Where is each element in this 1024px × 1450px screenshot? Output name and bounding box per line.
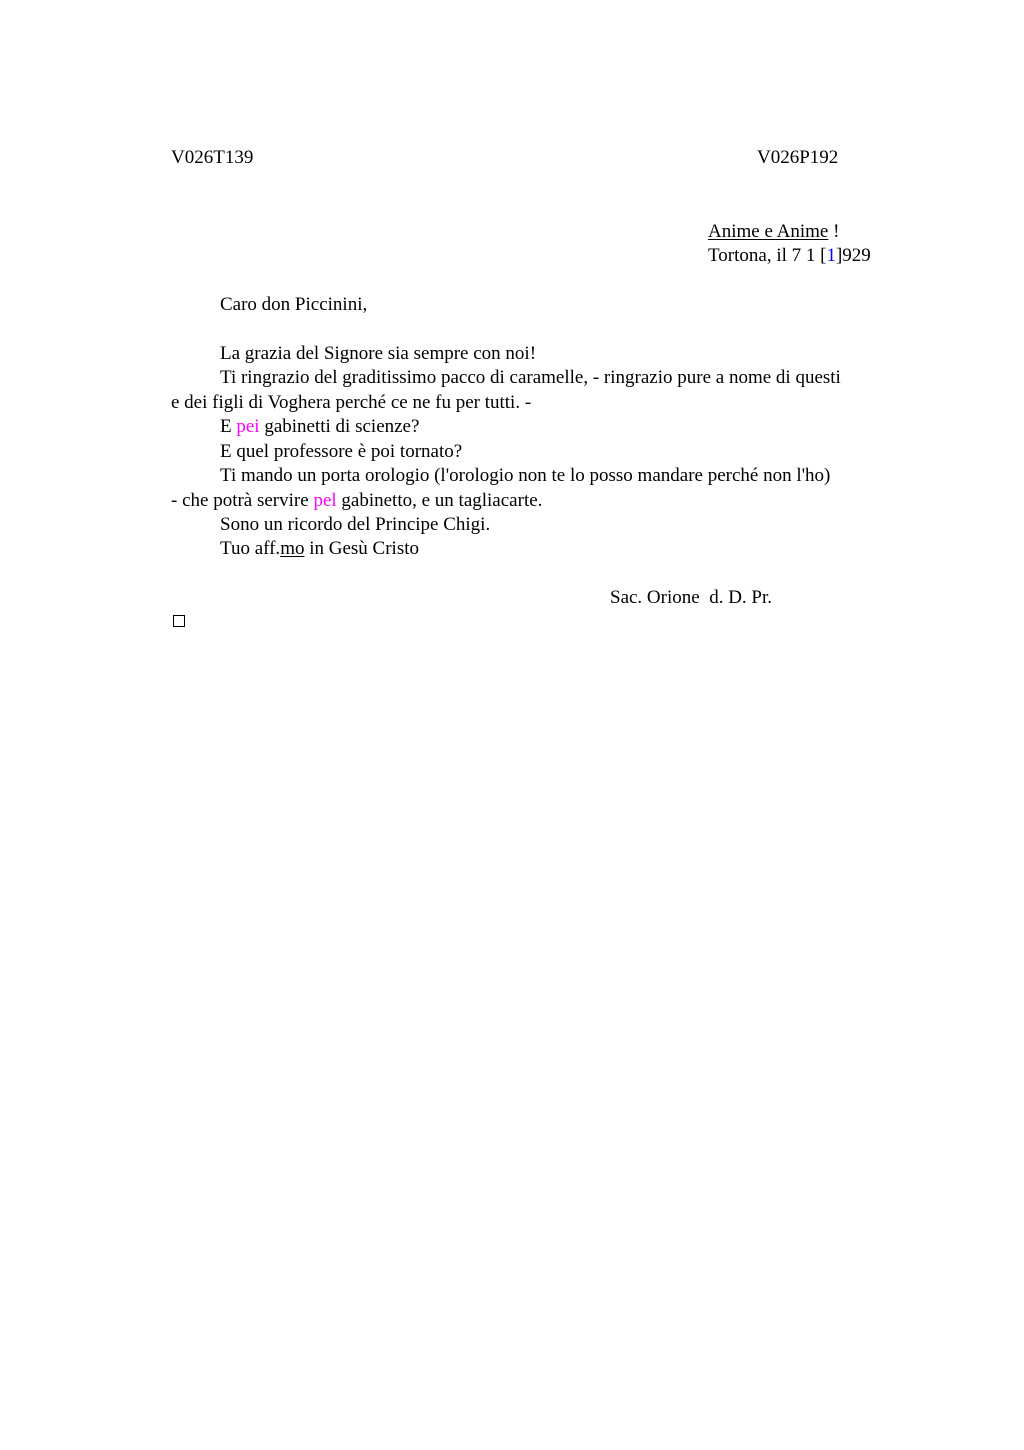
text-segment: - che potrà servire	[171, 490, 314, 511]
paragraph-gift-line-2	[171, 489, 542, 513]
date-line	[708, 244, 871, 268]
end-square-icon	[173, 615, 185, 627]
date-suffix: ]929	[835, 245, 871, 266]
closing-abbreviation: mo	[280, 538, 305, 559]
motto-exclamation: !	[828, 221, 840, 242]
text-segment: gabinetti di scienze?	[259, 416, 420, 437]
paragraph-souvenir: Sono un ricordo del Principe Chigi.	[220, 514, 491, 535]
variant-mark-pel: pel	[313, 490, 337, 511]
document-code-left: V026T139	[171, 147, 254, 168]
motto-line	[708, 220, 839, 244]
text-segment: in Gesù Cristo	[304, 538, 419, 559]
paragraph-question-lab	[220, 415, 419, 439]
text-segment: gabinetto, e un tagliacarte.	[336, 490, 543, 511]
document-code-right: V026P192	[757, 147, 839, 168]
paragraph-gift-line-1: Ti mando un porta orologio (l'orologio non te lo posso mandare perché non l'ho)	[220, 465, 831, 486]
date-prefix: Tortona, il 7 1 [	[708, 245, 827, 266]
signature: Sac. Orione d. D. Pr.	[610, 587, 773, 608]
closing-line	[220, 537, 419, 561]
variant-mark-pei: pei	[236, 416, 260, 437]
paragraph-blessing: La grazia del Signore sia sempre con noi!	[220, 343, 537, 364]
motto-underlined: Anime e Anime	[708, 221, 829, 242]
salutation: Caro don Piccinini,	[220, 294, 368, 315]
text-segment: E	[220, 416, 237, 437]
paragraph-question-professor: E quel professore è poi tornato?	[220, 441, 463, 462]
text-segment: Tuo aff.	[220, 538, 281, 559]
date-editorial-insert: 1	[826, 245, 836, 266]
paragraph-thanks-line-1: Ti ringrazio del graditissimo pacco di caramelle, - ringrazio pure a nome di questi	[220, 367, 841, 388]
paragraph-thanks-line-2: e dei figli di Voghera perché ce ne fu per tutti. -	[171, 392, 532, 413]
